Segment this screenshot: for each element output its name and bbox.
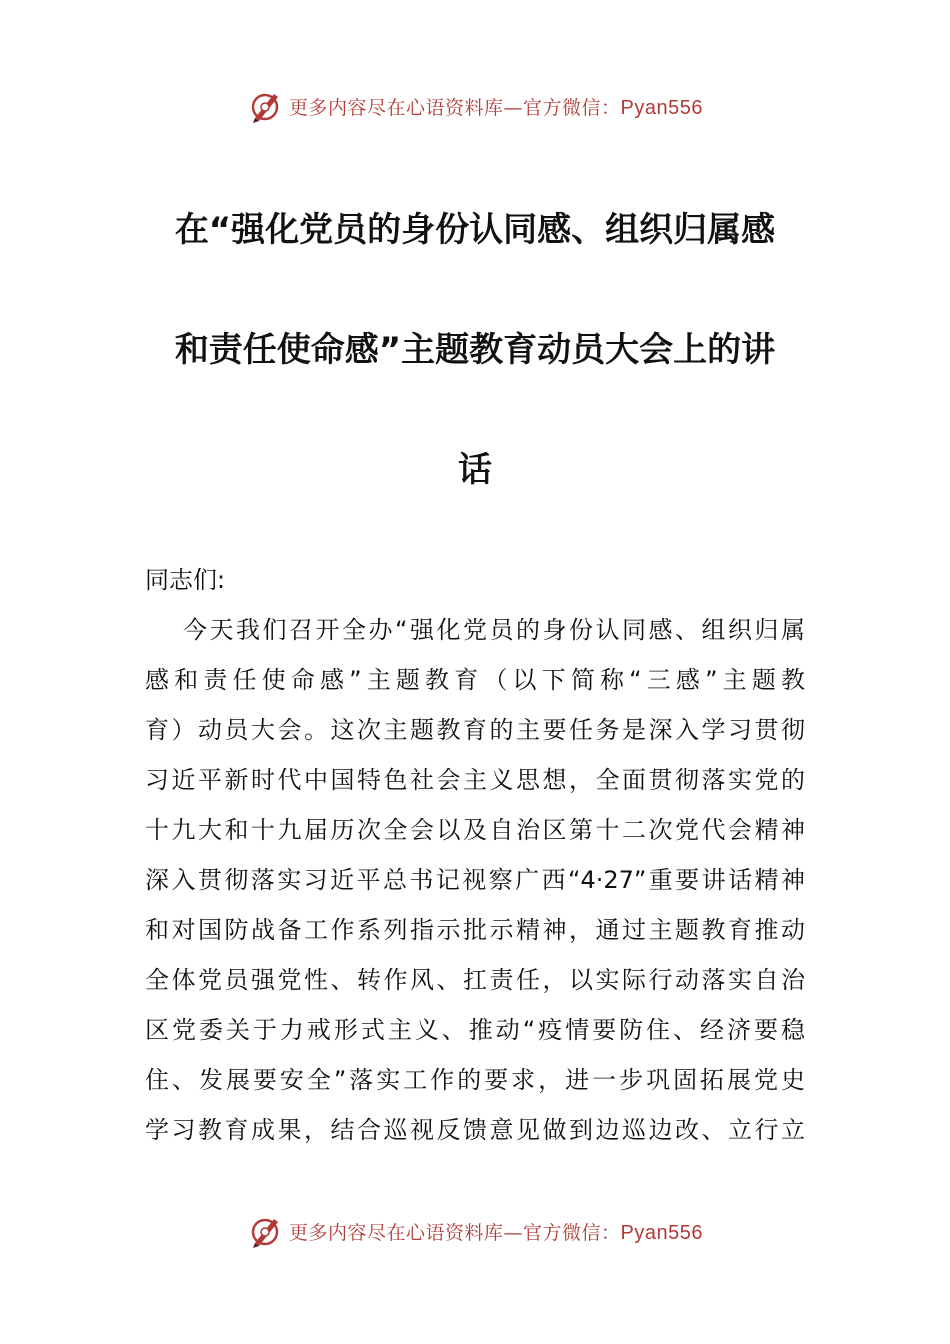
title-line-2: 和责任使命感”主题教育动员大会上的讲 xyxy=(174,330,776,370)
paragraph-line: 住、发展要安全”落实工作的要求，进一步巩固拓展党史 xyxy=(145,1066,805,1094)
paragraph-line: 学习教育成果，结合巡视反馈意见做到边巡边改、立行立 xyxy=(145,1116,805,1144)
paragraph-line: 育）动员大会。这次主题教育的主要任务是深入学习贯彻 xyxy=(145,716,805,744)
paragraph-line: 十九大和十九届历次全会以及自治区第十二次党代会精神 xyxy=(145,816,805,844)
paragraph-line: 全体党员强党性、转作风、扛责任，以实际行动落实自治 xyxy=(145,966,805,994)
paragraph-line: 和对国防战备工作系列指示批示精神，通过主题教育推动 xyxy=(145,916,805,944)
pen-circle-icon xyxy=(247,1213,283,1249)
title-line-3: 话 xyxy=(458,450,492,490)
watermark-text xyxy=(289,93,703,120)
watermark-main: 更多内容尽在心语资料库 xyxy=(289,96,504,119)
paragraph-line: 今天我们召开全办“强化党员的身份认同感、组织归属 xyxy=(183,616,805,644)
footer-watermark xyxy=(0,1211,950,1251)
salutation: 同志们: xyxy=(145,566,226,594)
paragraph-line: 区党委关于力戒形式主义、推动“疫情要防住、经济要稳 xyxy=(145,1016,805,1044)
watermark-main: 更多内容尽在心语资料库 xyxy=(289,1221,504,1244)
paragraph xyxy=(145,605,805,1155)
watermark-dash: — xyxy=(503,96,524,119)
watermark-dash: — xyxy=(503,1221,524,1244)
title-line-1: 在“强化党员的身份认同感、组织归属感 xyxy=(174,210,776,250)
watermark-text xyxy=(289,1218,703,1245)
header-watermark xyxy=(0,86,950,126)
watermark-id: Pyan556 xyxy=(620,1221,703,1244)
paragraph-line: 感和责任使命感”主题教育（以下简称“三感”主题教 xyxy=(145,666,805,694)
document-body xyxy=(145,555,805,1155)
watermark-contact: 官方微信： xyxy=(523,1221,621,1244)
paragraph-line: 深入贯彻落实习近平总书记视察广西“4·27”重要讲话精神 xyxy=(145,866,805,894)
watermark-contact: 官方微信： xyxy=(523,96,621,119)
document-title xyxy=(145,170,805,530)
watermark-id: Pyan556 xyxy=(620,96,703,119)
paragraph-line: 习近平新时代中国特色社会主义思想，全面贯彻落实党的 xyxy=(145,766,805,794)
pen-circle-icon xyxy=(247,88,283,124)
